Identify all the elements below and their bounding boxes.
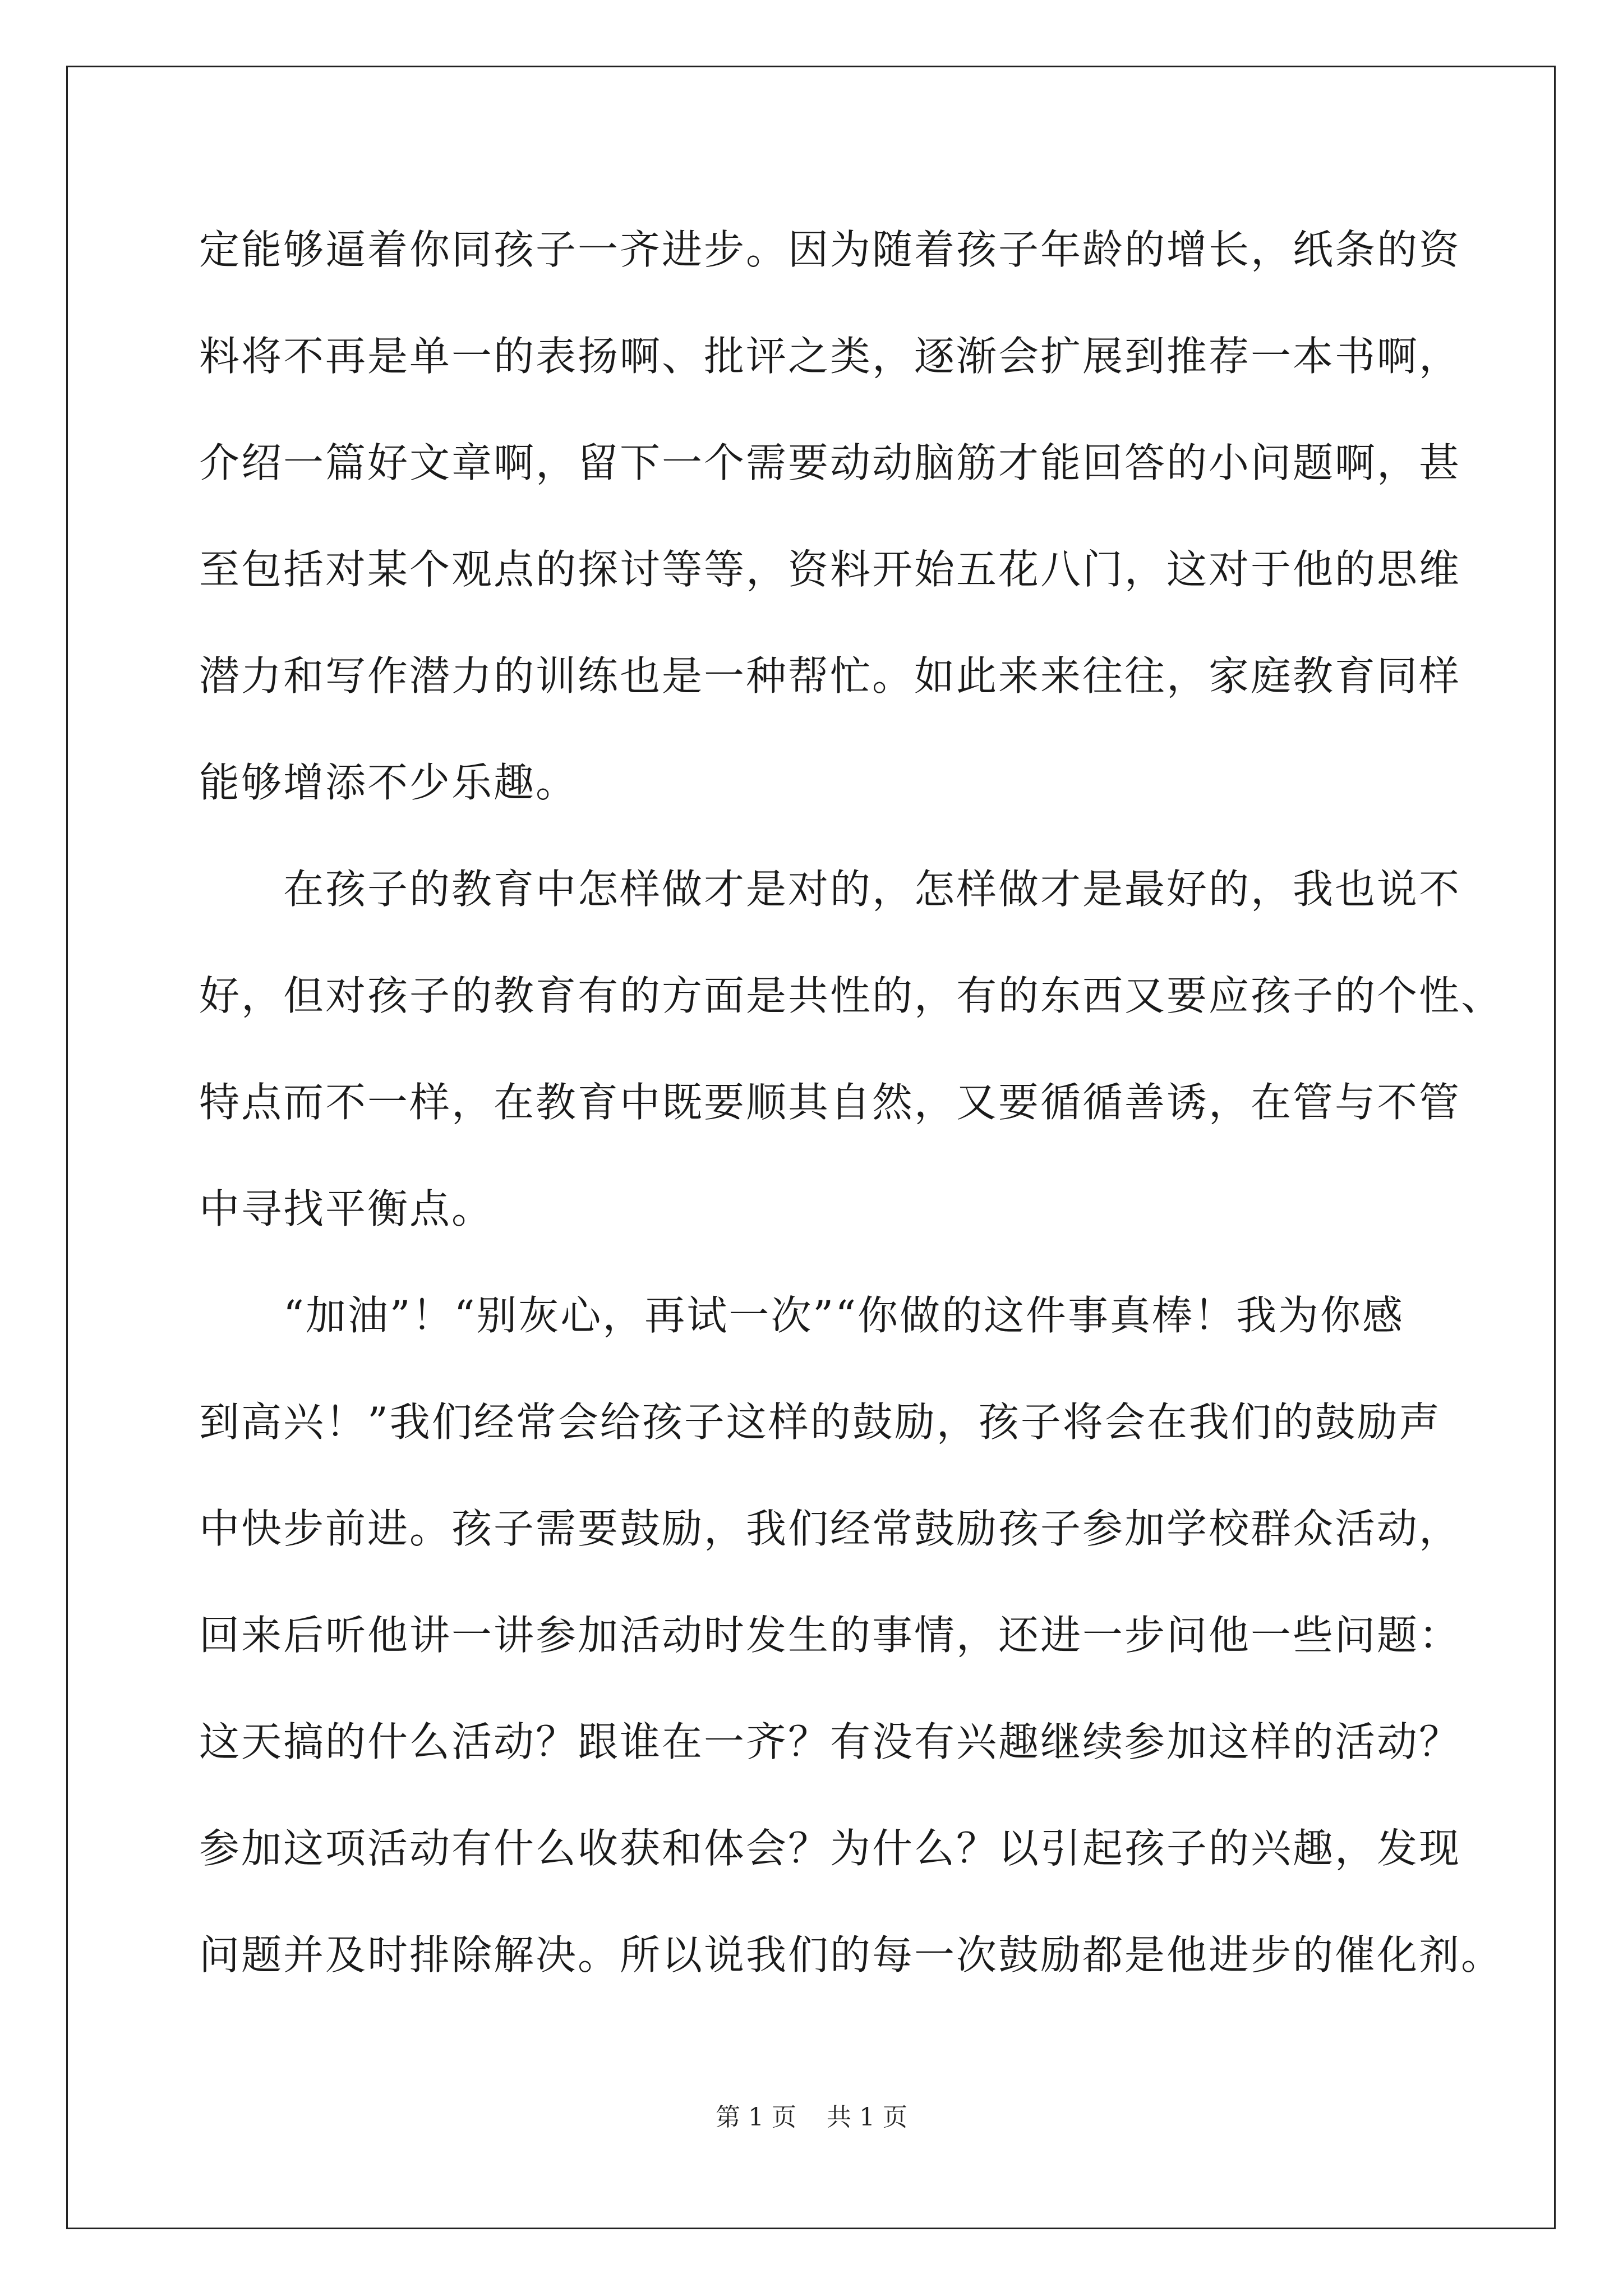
text-line: “加油”！“别灰心，再试一次”“你做的这件事真棒！我为你感 [199,1292,1405,1339]
text-line: 介绍一篇好文章啊，留下一个需要动动脑筋才能回答的小问题啊，甚 [199,439,1461,486]
text-line: 中快步前进。孩子需要鼓励，我们经常鼓励孩子参加学校群众活动， [199,1505,1461,1552]
text-line: 定能够逼着你同孩子一齐进步。因为随着孩子年龄的增长，纸条的资 [199,226,1461,273]
text-line: 在孩子的教育中怎样做才是对的，怎样做才是最好的，我也说不 [199,866,1461,913]
text-line: 中寻找平衡点。 [199,1185,494,1232]
text-line: 至包括对某个观点的探讨等等，资料开始五花八门，这对于他的思维 [199,546,1461,593]
text-line: 能够增添不少乐趣。 [199,759,578,806]
text-line: 参加这项活动有什么收获和体会？为什么？以引起孩子的兴趣，发现 [199,1825,1461,1872]
text-line: 到高兴！”我们经常会给孩子这样的鼓励，孩子将会在我们的鼓励声 [199,1398,1441,1446]
text-line: 好，但对孩子的教育有的方面是共性的，有的东西又要应孩子的个性、 [199,972,1504,1019]
page-footer [0,2101,1623,2134]
text-line: 料将不再是单一的表扬啊、批评之类，逐渐会扩展到推荐一本书啊， [199,333,1461,380]
page-total: 共 1 页 [827,2103,907,2132]
text-line: 这天搞的什么活动？跟谁在一齐？有没有兴趣继续参加这样的活动？ [199,1718,1461,1765]
text-line: 回来后听他讲一讲参加活动时发生的事情，还进一步问他一些问题： [199,1612,1461,1659]
document-body [199,208,1504,2019]
text-line: 问题并及时排除解决。所以说我们的每一次鼓励都是他进步的催化剂。 [199,1931,1504,1978]
page-number: 第 1 页 [716,2103,796,2132]
text-line: 特点而不一样，在教育中既要顺其自然，又要循循善诱，在管与不管 [199,1079,1461,1126]
text-line: 潜力和写作潜力的训练也是一种帮忙。如此来来往往，家庭教育同样 [199,652,1461,700]
